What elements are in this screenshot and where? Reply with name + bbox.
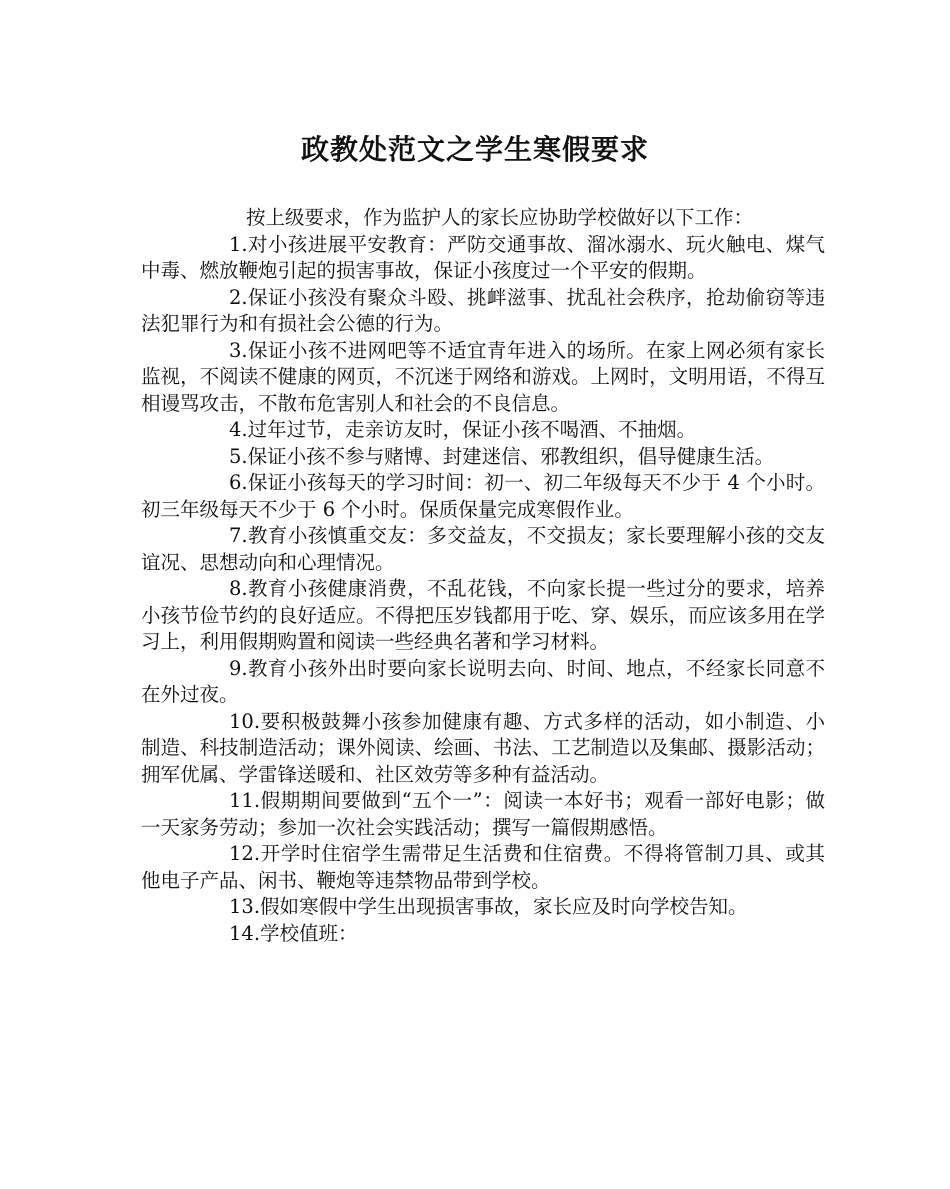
document-title: 政教处范文之学生寒假要求 — [300, 133, 649, 166]
list-item: 6.保证小孩每天的学习时间：初一、初二年级每天不少于 4 个小时。初三年级每天不少于 6 个小时。保质保量完成寒假作业。 — [141, 471, 825, 521]
list-item: 12.开学时住宿学生需带足生活费和住宿费。不得将管制刀具、或其他电子产品、闲书、鞭炮等违禁物品带到学校。 — [141, 842, 825, 892]
list-item: 13.假如寒假中学生出现损害事故，家长应及时向学校告知。 — [229, 895, 748, 918]
list-item: 11.假期期间要做到“五个一”：阅读一本好书；观看一部好电影；做一天家务劳动；参加一次社会实践活动；撰写一篇假期感悟。 — [141, 789, 825, 839]
intro-paragraph: 按上级要求，作为监护人的家长应协助学校做好以下工作： — [246, 206, 754, 229]
document-body — [141, 205, 825, 947]
list-item: 2.保证小孩没有聚众斗殴、挑衅滋事、扰乱社会秩序，抢劫偷窃等违法犯罪行为和有损社会公德的行为。 — [141, 285, 825, 335]
list-item: 8.教育小孩健康消费，不乱花钱，不向家长提一些过分的要求，培养小孩节俭节约的良好适应。不得把压岁钱都用于吃、穿、娱乐，而应该多用在学习上，利用假期购置和阅读一些经典名著和学习材料。 — [141, 577, 825, 653]
list-item: 14.学校值班： — [229, 921, 358, 945]
list-item: 7.教育小孩慎重交友：多交益友，不交损友；家长要理解小孩的交友谊况、思想动向和心理情况。 — [141, 524, 825, 574]
list-item: 1.对小孩进展平安教育：严防交通事故、溜冰溺水、玩火触电、煤气中毒、燃放鞭炮引起的损害事故，保证小孩度过一个平安的假期。 — [141, 232, 825, 282]
list-item: 4.过年过节，走亲访友时，保证小孩不喝酒、不抽烟。 — [229, 418, 697, 441]
list-item: 5.保证小孩不参与赌博、封建迷信、邪教组织，倡导健康生活。 — [229, 444, 775, 468]
list-item: 10.要积极鼓舞小孩参加健康有趣、方式多样的活动，如小制造、小制造、科技制造活动；课外阅读、绘画、书法、工艺制造以及集邮、摄影活动；拥军优属、学雷锋送暖和、社区效劳等多种有益活动。 — [141, 709, 825, 786]
list-item: 3.保证小孩不进网吧等不适宜青年进入的场所。在家上网必须有家长监视，不阅读不健康的网页，不沉迷于网络和游戏。上网时，文明用语，不得互相谩骂攻击，不散布危害别人和社会的不良信息。 — [141, 338, 825, 415]
list-item: 9.教育小孩外出时要向家长说明去向、时间、地点，不经家长同意不在外过夜。 — [141, 656, 825, 706]
